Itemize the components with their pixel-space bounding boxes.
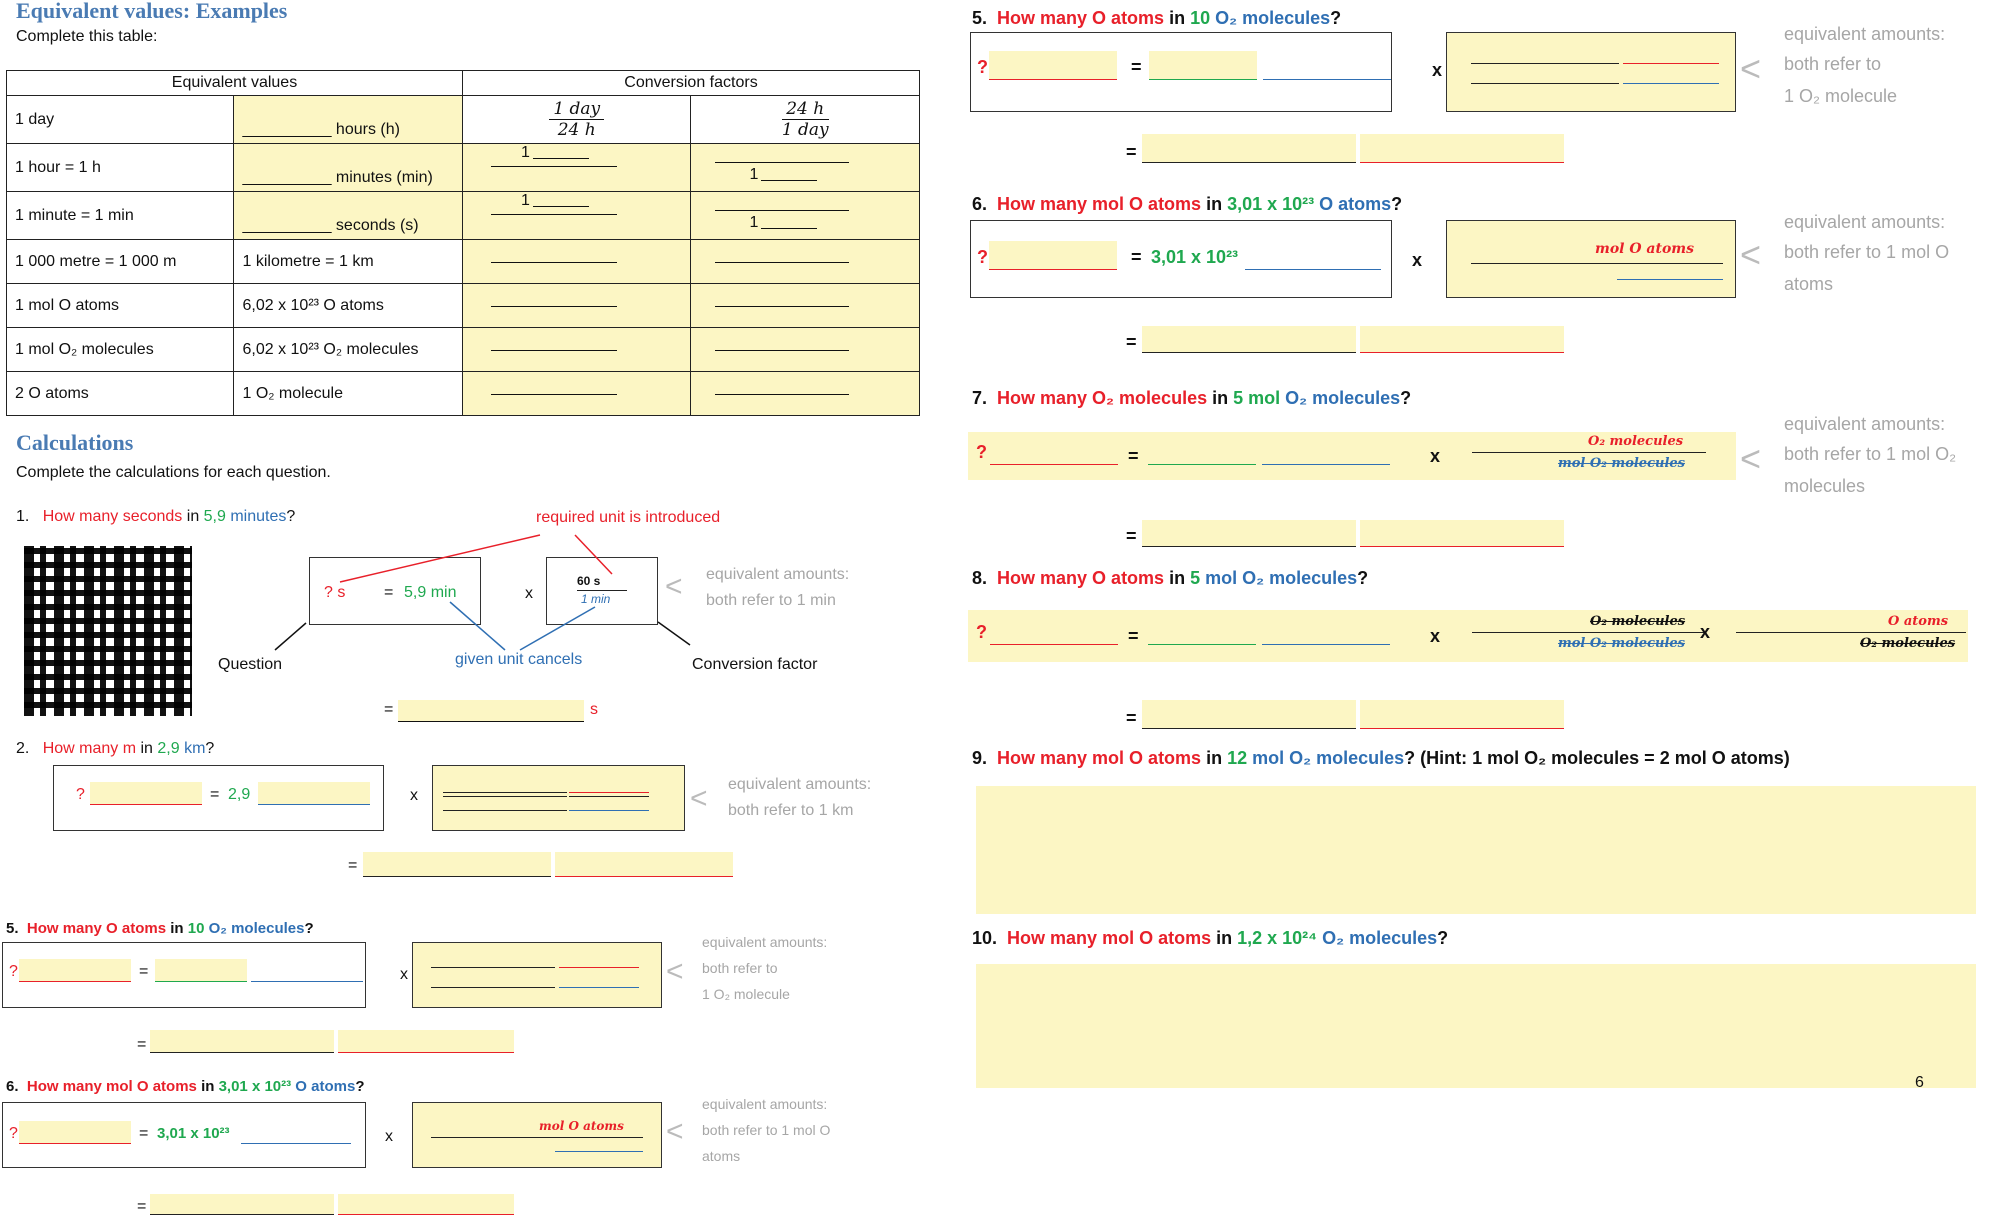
calc-instruction: Complete the calculations for each question. <box>16 464 331 481</box>
conversion-factor-box[interactable] <box>1446 32 1736 112</box>
table-row: 1 minute = 1 min <box>7 192 234 240</box>
answer-field-q5[interactable] <box>1142 134 1356 162</box>
cf-cell[interactable]: 1 <box>462 144 691 192</box>
hours-fill-cell[interactable]: __________ hours (h) <box>234 96 463 144</box>
question-2: 2. How many m in 2,9 km? <box>16 740 215 757</box>
question-9: 9. How many mol O atoms in 12 mol O₂ molecules? (Hint: 1 mol O₂ molecules = 2 mol O atoms) <box>972 748 1790 768</box>
question-6: 6. How many mol O atoms in 3,01 x 10²³ O atoms? <box>972 194 1403 214</box>
seconds-fill-cell[interactable]: __________ seconds (s) <box>234 192 463 240</box>
question-5-left: 5. How many O atoms in 10 O₂ molecules? <box>6 920 314 937</box>
table-row: 1 hour = 1 h <box>7 144 234 192</box>
answer-field-q6[interactable] <box>1142 326 1356 352</box>
conversion-factor-box[interactable]: mol O atoms <box>1446 220 1736 298</box>
conversion-factor-box[interactable]: mol O atoms <box>412 1102 662 1168</box>
table-row: 2 O atoms <box>7 372 234 416</box>
cf-cell[interactable]: 1 <box>462 192 691 240</box>
conversion-factor-box[interactable] <box>432 765 685 831</box>
section-title-equivalent: Equivalent values: Examples <box>16 0 288 23</box>
answer-field-q5-left[interactable] <box>150 1030 334 1052</box>
question-6-left: 6. How many mol O atoms in 3,01 x 10²³ O atoms? <box>6 1078 365 1095</box>
cf-cell[interactable]: 1 <box>691 192 920 240</box>
table-row: 1 000 metre = 1 000 m <box>7 240 234 284</box>
section-title-calculations: Calculations <box>16 430 134 455</box>
label-question: Question <box>218 656 283 673</box>
table-cell: 6,02 x 10²³ O atoms <box>234 284 463 328</box>
conversion-factor-box[interactable] <box>412 942 662 1008</box>
table-row: 1 day <box>7 96 234 144</box>
table-instruction: Complete this table: <box>16 28 158 45</box>
label-given-unit-cancels: given unit cancels <box>455 651 583 668</box>
question-5: 5. How many O atoms in 10 O₂ molecules? <box>972 8 1342 28</box>
table-row: 1 mol O atoms <box>7 284 234 328</box>
answer-field-q8[interactable] <box>1142 700 1356 728</box>
question-box: ? s = 5,9 min <box>309 557 481 625</box>
question-box: ? = <box>2 942 366 1008</box>
page-number: 6 <box>1915 1074 1924 1091</box>
question-box: ? = 3,01 x 10²³ <box>2 1102 366 1168</box>
question-7: 7. How many O₂ molecules in 5 mol O₂ molecules? <box>972 388 1412 408</box>
annotation-arrows <box>0 0 1000 720</box>
question-box: ? = <box>970 32 1392 112</box>
table-cell: 6,02 x 10²³ O₂ molecules <box>234 328 463 372</box>
question-10: 10. How many mol O atoms in 1,2 x 10²⁴ O₂ molecules? <box>972 928 1449 948</box>
table-row: 1 mol O₂ molecules <box>7 328 234 372</box>
minutes-fill-cell[interactable]: __________ minutes (min) <box>234 144 463 192</box>
annotation-required-unit: required unit is introduced <box>536 509 721 526</box>
question-8-strip <box>968 610 1968 662</box>
answer-area-q10[interactable] <box>976 964 1976 1088</box>
header-equivalent-values: Equivalent values <box>7 71 463 96</box>
cf-cell[interactable]: 1 <box>691 144 920 192</box>
label-conversion-factor: Conversion factor <box>692 656 818 673</box>
answer-field-q6-left[interactable] <box>150 1194 334 1214</box>
question-box: ? = 2,9 <box>53 765 384 831</box>
conversion-factor-hours-per-day: $\frac{24 h}{\text{1 day}}$ <box>691 96 920 144</box>
question-8: 8. How many O atoms in 5 mol O₂ molecules? <box>972 568 1369 588</box>
table-cell: 1 O₂ molecule <box>234 372 463 416</box>
table-cell: 1 kilometre = 1 km <box>234 240 463 284</box>
question-box: ? = 3,01 x 10²³ <box>970 220 1392 298</box>
conversion-factor-day-per-hours: $\frac{\text{1 day}}{24 h}$ <box>462 96 691 144</box>
conversion-factor-box: 60 s 1 min <box>546 557 658 625</box>
answer-field-q7[interactable] <box>1142 520 1356 546</box>
header-conversion-factors: Conversion factors <box>462 71 919 96</box>
question-1: 1. How many seconds in 5,9 minutes? <box>16 508 296 525</box>
answer-field-q2[interactable] <box>363 852 551 876</box>
answer-field-q1[interactable] <box>398 700 584 722</box>
answer-area-q9[interactable] <box>976 786 1976 914</box>
